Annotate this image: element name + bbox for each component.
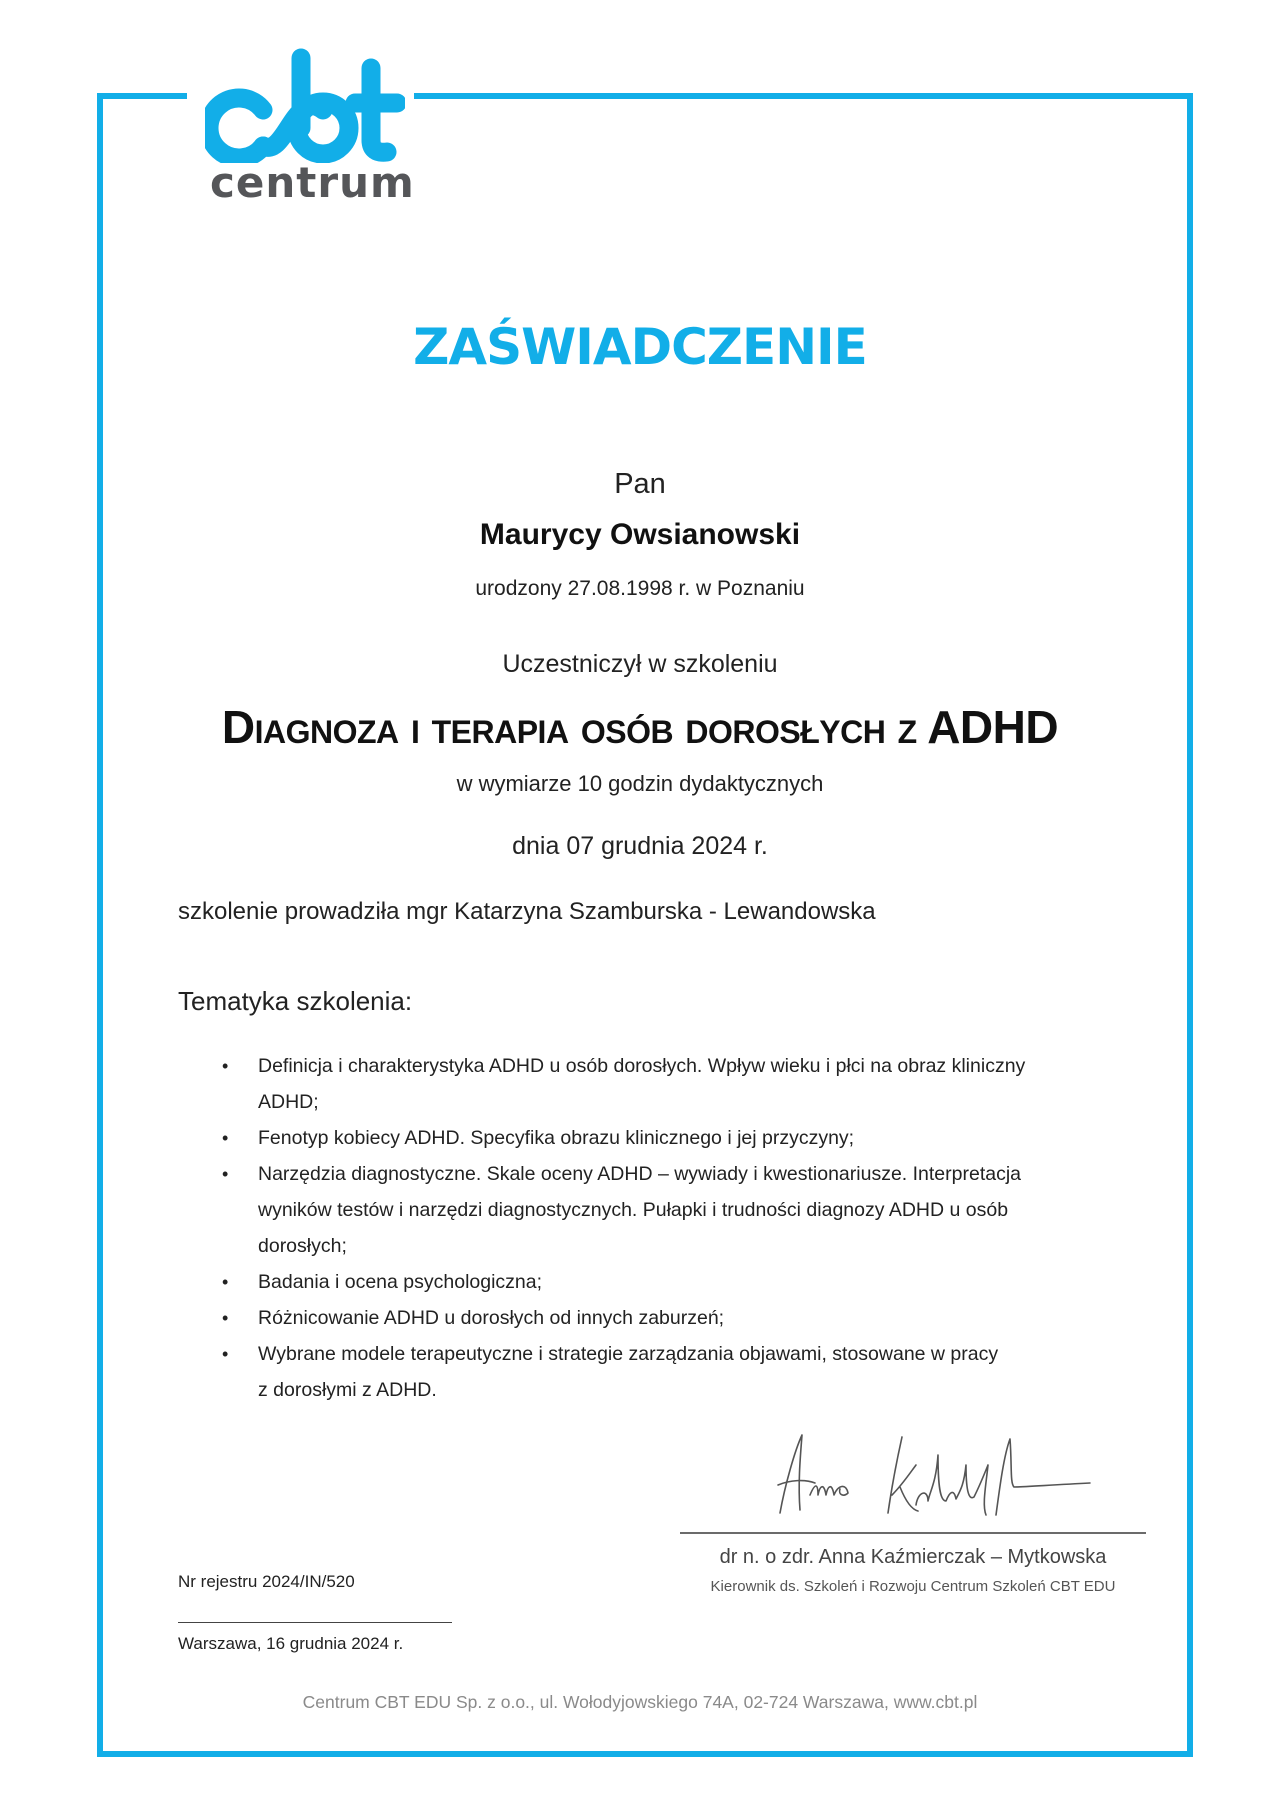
bullet-icon: • <box>222 1272 229 1292</box>
topic-item <box>222 1156 1102 1264</box>
handwritten-signature-icon <box>760 1425 1100 1525</box>
topic-line: Różnicowanie ADHD u dorosłych od innych zaburzeń; <box>258 1307 725 1329</box>
trainer-info: szkolenie prowadziła mgr Katarzyna Szamburska - Lewandowska <box>178 898 876 925</box>
bullet-icon: • <box>222 1344 229 1364</box>
signature-line <box>680 1532 1146 1534</box>
topic-line: Wybrane modele terapeutyczne i strategie zarządzania objawami, stosowane w pracy <box>258 1343 999 1365</box>
topic-line: z dorosłymi z ADHD. <box>258 1379 437 1401</box>
topic-item <box>222 1120 1102 1156</box>
topic-item <box>222 1336 1102 1408</box>
issue-place-date: Warszawa, 16 grudnia 2024 r. <box>178 1634 404 1653</box>
certificate-title: ZAŚWIADCZENIE <box>413 318 867 376</box>
topics-list <box>222 1048 1102 1408</box>
salutation: Pan <box>614 468 666 500</box>
topic-item <box>222 1048 1102 1120</box>
course-hours: w wymiarze 10 godzin dydaktycznych <box>456 771 824 796</box>
bullet-icon: • <box>222 1308 229 1328</box>
topic-line: ADHD; <box>258 1091 319 1113</box>
topic-line: Badania i ocena psychologiczna; <box>258 1271 543 1293</box>
frame-top-right-segment <box>414 93 1193 99</box>
bullet-icon: • <box>222 1128 229 1148</box>
frame-bottom <box>97 1751 1193 1757</box>
bullet-icon: • <box>222 1164 229 1184</box>
topic-line: Narzędzia diagnostyczne. Skale oceny ADHD – wywiady i kwestionariusze. Interpretacja <box>258 1163 1022 1185</box>
topic-line: Fenotyp kobiecy ADHD. Specyfika obrazu klinicznego i jej przyczyny; <box>258 1127 855 1149</box>
topic-item <box>222 1264 1102 1300</box>
topics-heading: Tematyka szkolenia: <box>178 986 413 1016</box>
course-title: Diagnoza i terapia osób dorosłych z ADHD <box>221 701 1059 753</box>
registry-number: Nr rejestru 2024/IN/520 <box>178 1572 355 1591</box>
course-date: dnia 07 grudnia 2024 r. <box>512 832 768 860</box>
registry-divider <box>178 1622 452 1623</box>
topic-line: dorosłych; <box>258 1235 347 1257</box>
participation-text: Uczestniczył w szkoleniu <box>502 650 778 678</box>
company-footer: Centrum CBT EDU Sp. z o.o., ul. Wołodyjowskiego 74A, 02-724 Warszawa, www.cbt.pl <box>302 1692 978 1712</box>
topic-item <box>222 1300 1102 1336</box>
topic-line: Definicja i charakterystyka ADHD u osób dorosłych. Wpływ wieku i płci na obraz kliniczny <box>258 1055 1026 1077</box>
cbt-logo-icon <box>205 48 405 163</box>
topic-line: wyników testów i narzędzi diagnostycznych. Pułapki i trudności diagnozy ADHD u osób <box>258 1199 1009 1221</box>
frame-top-left-segment <box>97 93 187 99</box>
bullet-icon: • <box>222 1056 229 1076</box>
logo-wordmark: centrum <box>210 158 415 207</box>
birth-info: urodzony 27.08.1998 r. w Poznaniu <box>475 577 805 600</box>
signer-name: dr n. o zdr. Anna Kaźmierczak – Mytkowska <box>719 1546 1107 1568</box>
recipient-name: Maurycy Owsianowski <box>479 518 801 551</box>
signer-role: Kierownik ds. Szkoleń i Rozwoju Centrum Szkoleń CBT EDU <box>710 1578 1116 1595</box>
